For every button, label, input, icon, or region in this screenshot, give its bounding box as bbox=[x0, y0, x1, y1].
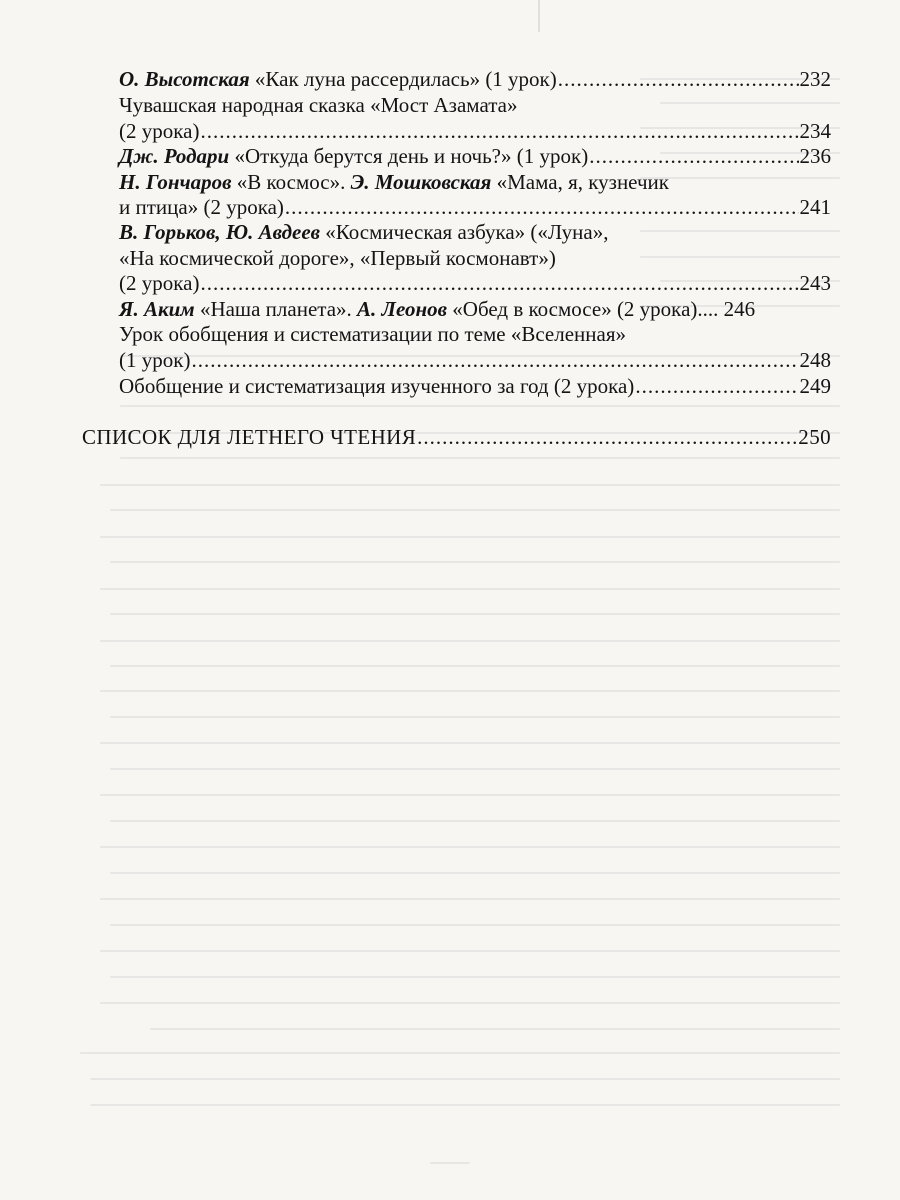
toc-entry bbox=[119, 169, 831, 195]
toc-title: Урок обобщения и систематизации по теме «Вселенная» bbox=[119, 322, 627, 346]
toc-title: «Наша планета». bbox=[199, 297, 352, 321]
dot-leader bbox=[285, 194, 799, 220]
toc-entry bbox=[119, 296, 831, 322]
toc-author: В. Горьков, Ю. Авдеев bbox=[119, 220, 321, 244]
page-edge-mark bbox=[538, 0, 540, 32]
toc-entry-continuation bbox=[119, 118, 831, 144]
toc-page-number: 248 bbox=[799, 348, 831, 372]
toc-page-number: 246 bbox=[723, 297, 756, 321]
toc-entry bbox=[119, 321, 831, 347]
toc-entry bbox=[119, 219, 831, 245]
dot-leader bbox=[200, 270, 798, 296]
dot-leader: .... bbox=[697, 297, 719, 321]
toc-section-heading bbox=[82, 424, 831, 450]
toc-title: Чувашская народная сказка «Мост Азамата» bbox=[119, 93, 518, 117]
dot-leader bbox=[417, 424, 797, 450]
toc-title: Обобщение и систематизация изученного за год (2 урока) bbox=[119, 374, 635, 398]
toc-page-number: 234 bbox=[799, 119, 831, 143]
toc-title: (2 урока) bbox=[119, 271, 200, 295]
toc-entry-continuation bbox=[119, 347, 831, 373]
toc-author: Н. Гончаров bbox=[119, 170, 232, 194]
toc-author: А. Леонов bbox=[357, 297, 448, 321]
toc-page-number: 250 bbox=[798, 425, 831, 449]
dot-leader bbox=[558, 66, 799, 92]
toc-page-number: 241 bbox=[799, 195, 831, 219]
toc-entry-continuation bbox=[119, 245, 831, 271]
toc-entry bbox=[119, 143, 831, 169]
toc-section-title: СПИСОК ДЛЯ ЛЕТНЕГО ЧТЕНИЯ bbox=[82, 425, 417, 449]
toc-title: (1 урок) bbox=[119, 348, 191, 372]
toc-title: «В космос». bbox=[236, 170, 346, 194]
toc-page-number: 232 bbox=[799, 67, 831, 91]
toc-entry-continuation bbox=[119, 194, 831, 220]
toc-title: «Мама, я, кузнечик bbox=[496, 170, 669, 194]
toc-title: «Космическая азбука» («Луна», bbox=[325, 220, 609, 244]
toc-title: «Как луна рассердилась» (1 урок) bbox=[254, 67, 557, 91]
toc-author: Я. Аким bbox=[119, 297, 195, 321]
toc-title: «Обед в космосе» (2 урока) bbox=[452, 297, 698, 321]
toc-entry bbox=[119, 66, 831, 92]
toc-title: (2 урока) bbox=[119, 119, 200, 143]
toc-author: Дж. Родари bbox=[119, 144, 230, 168]
toc-author: О. Высотская bbox=[119, 67, 250, 91]
toc-entry bbox=[119, 92, 831, 118]
toc-title: и птица» (2 урока) bbox=[119, 195, 284, 219]
toc-entry bbox=[119, 373, 831, 399]
dot-leader bbox=[191, 347, 798, 373]
toc-entry-continuation bbox=[119, 270, 831, 296]
dot-leader bbox=[200, 118, 798, 144]
toc-page-number: 236 bbox=[799, 144, 831, 168]
toc-author: Э. Мошковская bbox=[350, 170, 492, 194]
dot-leader bbox=[589, 143, 798, 169]
toc-title: «Откуда берутся день и ночь?» (1 урок) bbox=[234, 144, 589, 168]
toc-page-number: 249 bbox=[799, 374, 831, 398]
toc-title: «На космической дороге», «Первый космонавт») bbox=[119, 246, 556, 270]
toc-page-number: 243 bbox=[799, 271, 831, 295]
dot-leader bbox=[635, 373, 798, 399]
